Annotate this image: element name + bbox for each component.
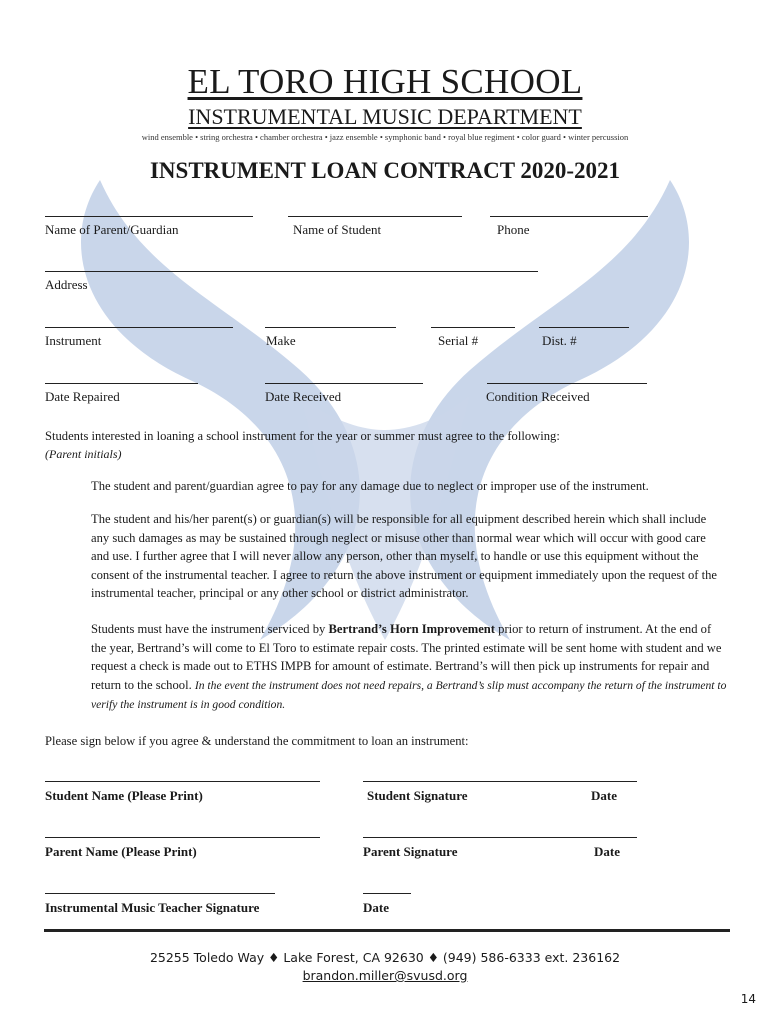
date-received-line[interactable] (265, 383, 423, 384)
agreement-paragraph-1: The student and parent/guardian agree to pay for any damage due to neglect or improper use of the instrument. (91, 479, 649, 493)
parent-date-label: Date (594, 844, 620, 859)
email-link[interactable]: brandon.miller@svusd.org (302, 968, 468, 983)
serial-line[interactable] (431, 327, 515, 328)
student-date-label: Date (591, 788, 617, 803)
make-label: Make (266, 333, 296, 348)
instrument-label: Instrument (45, 333, 102, 348)
p3-bold: Bertrand’s Horn Improvement (328, 622, 495, 636)
student-signature-line[interactable] (363, 781, 637, 782)
parent-name-line[interactable] (45, 837, 320, 838)
intro-text: Students interested in loaning a school instrument for the year or summer must agree to the following: (45, 429, 560, 443)
condition-line[interactable] (487, 383, 647, 384)
agreement-paragraph-3 (91, 620, 727, 715)
teacher-date-line[interactable] (363, 893, 411, 894)
school-title: EL TORO HIGH SCHOOL (187, 62, 583, 101)
dist-line[interactable] (539, 327, 629, 328)
student-signature-label: Student Signature (367, 788, 468, 803)
dist-label: Dist. # (542, 333, 577, 348)
p3-pre: Students must have the instrument serviced by (91, 622, 329, 636)
serial-label: Serial # (438, 333, 479, 348)
condition-label: Condition Received (486, 389, 590, 404)
parent-signature-line[interactable] (363, 837, 637, 838)
address-label: Address (45, 277, 88, 292)
address-line[interactable] (45, 271, 538, 272)
student-name-label: Student Name (Please Print) (45, 788, 203, 803)
page-number: 14 (740, 992, 756, 1006)
instrument-line[interactable] (45, 327, 233, 328)
date-repaired-line[interactable] (45, 383, 198, 384)
footer-email-wrap (0, 968, 770, 983)
footer-address: 25255 Toledo Way ♦ Lake Forest, CA 92630 ♦ (949) 586-6333 ext. 236162 (149, 950, 621, 965)
ensembles-list: wind ensemble • string orchestra • chamber orchestra • jazz ensemble • symphonic band • royal blue regiment • color guard • winter percussion (141, 132, 629, 142)
student-line[interactable] (288, 216, 462, 217)
p3-italic: In the event the instrument does not need repairs, a Bertrand’s slip must accompany the return of the instrument to verify the instrument is in good condition. (91, 678, 727, 711)
sign-intro: Please sign below if you agree & understand the commitment to loan an instrument: (45, 734, 469, 748)
department-title: INSTRUMENTAL MUSIC DEPARTMENT (188, 104, 582, 129)
parent-name-label: Parent Name (Please Print) (45, 844, 197, 859)
phone-line[interactable] (490, 216, 648, 217)
student-name-line[interactable] (45, 781, 320, 782)
parent-initials-note: (Parent initials) (45, 447, 122, 461)
parent-line[interactable] (45, 216, 253, 217)
teacher-date-label: Date (363, 900, 389, 915)
date-received-label: Date Received (265, 389, 342, 404)
parent-signature-label: Parent Signature (363, 844, 458, 859)
student-label: Name of Student (293, 222, 382, 237)
teacher-signature-label: Instrumental Music Teacher Signature (45, 900, 260, 915)
agreement-paragraph-2: The student and his/her parent(s) or guardian(s) will be responsible for all equipment described herein which shall include any such damages as may be sustained through neglect or misuse other than normal wear which will occur with good care and use. I further agree that I will never allow any person, other than myself, to handle or use this equipment without the consent of the instrumental teacher. I agree to return the above instrument or equipment immediately upon the request of the instrumental teacher, principal or any other school or district administrator. (91, 512, 717, 600)
teacher-signature-line[interactable] (45, 893, 275, 894)
p3-post: prior to return of instrument. At the end of the year, Bertrand’s will come to El Toro to estimate repair costs. The printed estimate will be sent home with student and we request a check is made out to ETHS IMPB for amount of estimate. Bertrand’s will then pick up instruments for repair and return to the school. (91, 622, 722, 692)
parent-label: Name of Parent/Guardian (45, 222, 179, 237)
make-line[interactable] (265, 327, 396, 328)
footer-rule (44, 929, 730, 932)
contract-title: INSTRUMENT LOAN CONTRACT 2020-2021 (149, 158, 621, 183)
phone-label: Phone (497, 222, 530, 237)
date-repaired-label: Date Repaired (45, 389, 120, 404)
